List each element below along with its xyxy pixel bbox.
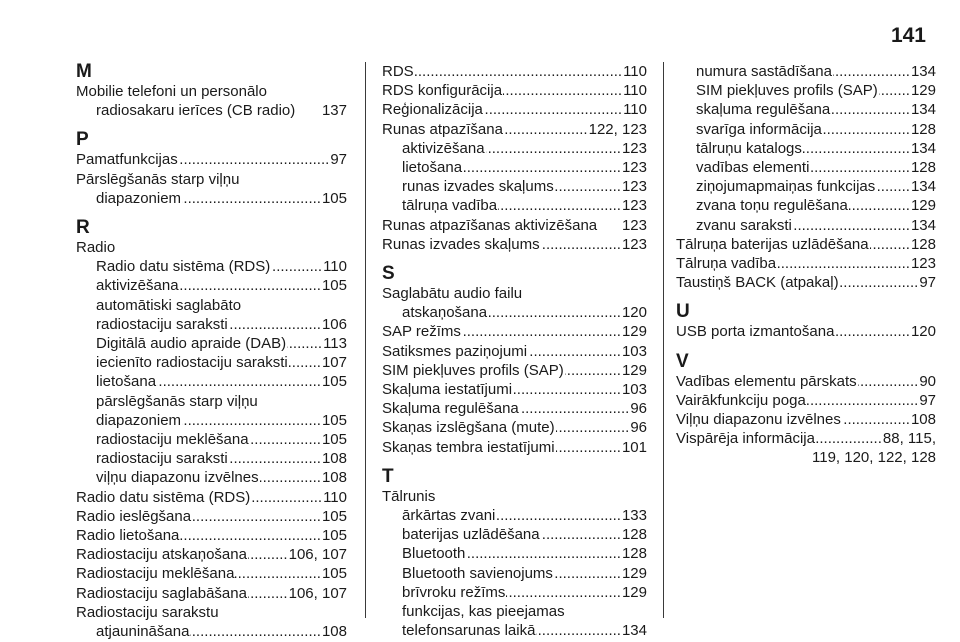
index-page-ref: 134 (910, 178, 936, 196)
index-entry (76, 257, 347, 276)
dot-leader (876, 177, 910, 196)
index-page-ref: 103 (621, 381, 647, 399)
index-term: Radiostaciju meklēšana (76, 565, 235, 583)
index-page-ref: 108 (321, 623, 347, 641)
index-page-ref: 137 (321, 102, 347, 120)
index-term: viļņu diapazonu izvēlnes (96, 469, 259, 487)
index-page-ref: 105 (321, 527, 347, 545)
index-entry (382, 177, 647, 196)
dot-leader (858, 372, 919, 391)
dot-leader (803, 139, 910, 158)
index-page-ref: 120 (910, 323, 936, 341)
dot-leader (506, 583, 621, 602)
index-entry (382, 544, 647, 563)
index-letter-heading: M (76, 61, 92, 82)
index-entry (76, 526, 347, 545)
dot-leader (513, 380, 621, 399)
index-entry (382, 564, 647, 583)
index-term: RDS konfigurācija (382, 82, 503, 100)
index-term: Tālruņa vadība (676, 255, 777, 273)
index-page-ref: 123 (621, 159, 647, 177)
dot-leader (486, 139, 621, 158)
index-entry (382, 235, 647, 254)
dot-leader (541, 235, 621, 254)
index-term: diapazoniem (96, 411, 182, 429)
index-page-ref: 134 (910, 63, 936, 80)
index-term: baterijas uzlādēšana (402, 526, 540, 544)
index-entry (76, 101, 347, 120)
index-letter-heading: P (76, 129, 89, 151)
index-term: Pamatfunkcijas (76, 151, 178, 169)
dot-leader (520, 399, 630, 418)
index-term-line: Saglabātu audio failu (382, 285, 523, 303)
index-letter-heading: U (676, 301, 690, 323)
index-entry (382, 361, 647, 380)
index-term: vadības elementi (696, 159, 810, 177)
index-page-ref: 134 (910, 139, 936, 157)
index-entry (676, 62, 936, 81)
index-entry (676, 235, 936, 254)
dot-leader (462, 322, 621, 341)
dot-leader (528, 342, 621, 361)
index-page-ref: 129 (910, 197, 936, 215)
index-term: Viļņu diapazonu izvēlnes (676, 411, 841, 429)
index-term: diapazoniem (96, 189, 182, 207)
index-term: iecienīto radiostaciju saraksti (96, 354, 288, 372)
dot-leader (250, 430, 321, 449)
index-entry (676, 216, 936, 235)
index-term: Runas atpazīšana (382, 120, 503, 138)
index-term: ārkārtas zvani (402, 507, 496, 525)
index-page-ref: 101 (621, 438, 647, 456)
index-page-ref: 97 (330, 151, 347, 169)
dot-leader (248, 545, 288, 564)
index-term-line: automātiski saglabāto (96, 296, 242, 314)
index-columns (76, 61, 936, 641)
index-term: Digitālā audio apraide (DAB) (96, 335, 287, 353)
index-term: skaļuma regulēšana (696, 101, 831, 119)
index-term: atjaunināšana (96, 623, 190, 641)
dot-leader (235, 564, 321, 583)
index-entry (76, 488, 347, 507)
index-entry (676, 254, 936, 273)
index-term: runas izvades skaļums (402, 178, 554, 196)
index-page-ref: 106, 107 (288, 584, 347, 602)
index-entry (382, 342, 647, 361)
index-page-ref: 129 (621, 361, 647, 379)
index-entry (382, 583, 647, 602)
index-page-ref: 110 (623, 63, 647, 80)
index-term: Satiksmes paziņojumi (382, 342, 528, 360)
index-entry (382, 100, 647, 119)
dot-leader (842, 410, 910, 429)
index-entry (76, 564, 347, 583)
index-term: tālruņa vadība (402, 197, 498, 215)
dot-leader (503, 81, 622, 100)
index-entry (676, 100, 936, 119)
dot-leader (498, 196, 621, 215)
index-term: aktivizēšana (402, 139, 485, 157)
dot-leader (190, 622, 321, 641)
dot-leader (793, 216, 910, 235)
index-page-ref: 123 (621, 197, 647, 215)
dot-leader (849, 196, 910, 215)
dot-leader (555, 177, 621, 196)
index-term: telefonsarunas laikā (402, 622, 536, 640)
dot-leader (251, 488, 322, 507)
index-page-ref: 129 (621, 564, 647, 582)
page-number: 141 (890, 24, 926, 47)
dot-leader (536, 621, 621, 640)
index-page-ref: 128 (910, 235, 936, 253)
index-page-ref: 96 (630, 400, 647, 418)
index-term: Skaļuma iestatījumi (382, 381, 513, 399)
dot-leader (182, 411, 321, 430)
index-letter-heading: V (676, 350, 689, 372)
index-page-ref: 105 (321, 411, 347, 429)
index-term: numura sastādīšana (696, 63, 832, 80)
index-term: Radio datu sistēma (RDS) (96, 258, 271, 276)
index-term: Vairākfunkciju poga (676, 391, 806, 409)
index-page-ref: 106 (321, 315, 347, 333)
index-entry (676, 391, 936, 410)
dot-leader (840, 273, 919, 292)
index-page-ref: 96 (630, 419, 647, 437)
dot-leader (565, 361, 621, 380)
dot-leader (484, 100, 622, 119)
index-entry (76, 150, 347, 169)
dot-leader (180, 526, 321, 545)
index-page-ref: 90 (919, 372, 936, 390)
index-entry (676, 81, 936, 100)
index-entry (76, 468, 347, 487)
index-page-ref: 123 (621, 178, 647, 196)
index-entry (382, 322, 647, 341)
index-page-ref: 128 (621, 545, 647, 563)
index-term: lietošana (402, 159, 463, 177)
index-term: Radiostaciju saglabāšana (76, 584, 247, 602)
index-entry (382, 303, 647, 322)
index-page-ref: 128 (910, 120, 936, 138)
index-page-ref: 105 (321, 277, 347, 295)
index-term: Vispārēja informācija (676, 430, 815, 448)
index-term: radiostaciju meklēšana (96, 431, 249, 449)
index-page-ref: 110 (623, 82, 647, 100)
index-term: SIM piekļuves profils (SAP) (382, 361, 564, 379)
dot-leader (287, 334, 322, 353)
index-term: Runas izvades skaļums (382, 235, 540, 253)
index-column-1 (76, 61, 366, 641)
index-term-line: funkcijas, kas pieejamas (402, 603, 565, 621)
index-page-ref: 123 (910, 255, 936, 273)
index-term: svarīga informācija (696, 120, 822, 138)
dot-leader (807, 391, 919, 410)
index-entry (76, 449, 347, 468)
dot-leader (554, 564, 621, 583)
index-entry (382, 139, 647, 158)
index-term: Taustiņš BACK (atpakaļ) (676, 274, 839, 292)
index-page-ref: 88, 115, (882, 430, 936, 448)
dot-leader (229, 449, 321, 468)
dot-leader (835, 322, 910, 341)
index-page-ref: 128 (621, 526, 647, 544)
index-page-continuation: 119, 120, 122, 128 (812, 449, 936, 467)
index-entry (76, 411, 347, 430)
index-page-ref: 108 (321, 450, 347, 468)
index-entry (76, 622, 347, 641)
index-term: radiostaciju saraksti (96, 450, 228, 468)
index-entry (382, 81, 647, 100)
index-page-ref: 120 (621, 304, 647, 322)
index-term: Tālruņa baterijas uzlādēšana (676, 235, 869, 253)
dot-leader (810, 158, 910, 177)
index-term: lietošana (96, 373, 157, 391)
index-entry (676, 322, 936, 341)
index-entry (676, 273, 936, 292)
dot-leader (488, 303, 621, 322)
index-entry (676, 372, 936, 391)
index-term: Skaņas tembra iestatījumi (382, 438, 555, 456)
index-entry (676, 410, 936, 429)
index-term: RDS (382, 63, 414, 80)
index-entry (676, 177, 936, 196)
dot-leader (415, 62, 622, 81)
index-entry (76, 189, 347, 208)
index-term: USB porta izmantošana (676, 323, 835, 341)
index-page-ref: 133 (621, 507, 647, 525)
dot-leader (816, 429, 882, 448)
dot-leader (879, 81, 910, 100)
dot-leader (556, 418, 630, 437)
index-term: Bluetooth savienojums (402, 564, 553, 582)
index-page-ref: 107 (321, 354, 347, 372)
index-entry (382, 216, 647, 235)
dot-leader (157, 372, 321, 391)
index-entry (382, 621, 647, 640)
index-term: SAP režīms (382, 323, 461, 341)
index-entry (676, 196, 936, 215)
index-term: Radio lietošana (76, 527, 180, 545)
index-letter-heading: S (382, 263, 395, 285)
index-page-ref: 122, 123 (588, 120, 647, 138)
index-page-ref: 105 (321, 507, 347, 525)
index-page-ref: 105 (321, 565, 347, 583)
index-page-ref: 134 (910, 216, 936, 234)
index-term: Radio datu sistēma (RDS) (76, 488, 251, 506)
index-page-ref: 113 (323, 335, 347, 353)
index-entry (382, 380, 647, 399)
index-entry (382, 525, 647, 544)
index-page-ref: 103 (621, 342, 647, 360)
index-column-3 (664, 62, 936, 618)
index-page-ref: 106, 107 (288, 546, 347, 564)
index-term-line: Radio (76, 239, 116, 257)
dot-leader (179, 150, 330, 169)
index-page-ref: 134 (621, 622, 647, 640)
dot-leader (466, 544, 621, 563)
index-term-line: Tālrunis (382, 487, 436, 505)
index-term: atskaņošana (402, 304, 488, 322)
dot-leader (541, 525, 621, 544)
index-term: aktivizēšana (96, 277, 179, 295)
index-page-ref: 129 (621, 323, 647, 341)
index-term: Skaļuma regulēšana (382, 400, 519, 418)
dot-leader (260, 468, 321, 487)
index-page-ref: 123 (621, 235, 647, 253)
index-term: Skaņas izslēgšana (mute) (382, 419, 555, 437)
index-term: brīvroku režīms (402, 583, 506, 601)
index-term-line: pārslēgšanās starp viļņu (96, 392, 258, 410)
index-term: zvana toņu regulēšana (696, 197, 848, 215)
index-entry (382, 418, 647, 437)
dot-leader (192, 507, 321, 526)
index-term: radiosakaru ierīces (CB radio) (96, 102, 296, 120)
index-term: Runas atpazīšanas aktivizēšana (382, 216, 598, 234)
dot-leader (777, 254, 910, 273)
index-entry (76, 430, 347, 449)
index-term-line: Pārslēgšanās starp viļņu (76, 170, 240, 188)
dot-leader (496, 506, 621, 525)
index-entry (76, 334, 347, 353)
index-page-ref: 108 (910, 411, 936, 429)
dot-leader (833, 62, 910, 81)
dot-leader (504, 120, 588, 139)
index-entry (382, 399, 647, 418)
index-page-ref: 123 (621, 139, 647, 157)
index-entry (676, 429, 936, 448)
index-page-ref: 108 (321, 469, 347, 487)
index-page-ref: 97 (919, 274, 936, 292)
index-term: radiostaciju saraksti (96, 315, 228, 333)
dot-leader (556, 438, 621, 457)
index-page-ref: 129 (910, 82, 936, 100)
index-page-ref: 128 (910, 159, 936, 177)
index-entry (76, 507, 347, 526)
dot-leader (289, 353, 321, 372)
index-entry (382, 196, 647, 215)
dot-leader (229, 315, 321, 334)
dot-leader (248, 584, 288, 603)
index-page-ref: 105 (321, 189, 347, 207)
index-entry (76, 545, 347, 564)
index-term: Vadības elementu pārskats (676, 372, 857, 390)
index-entry (382, 506, 647, 525)
index-term: ziņojumapmaiņas funkcijas (696, 178, 876, 196)
dot-leader (180, 276, 321, 295)
dot-leader (831, 100, 910, 119)
index-term: tālruņu katalogs (696, 139, 802, 157)
index-term: Bluetooth (402, 545, 466, 563)
index-page-ref: 97 (919, 391, 936, 409)
index-page-ref: 105 (321, 373, 347, 391)
index-entry (76, 353, 347, 372)
index-entry (676, 139, 936, 158)
index-term: Radio ieslēgšana (76, 507, 192, 525)
index-page-ref: 123 (621, 216, 647, 234)
index-term: Radiostaciju atskaņošana (76, 546, 247, 564)
dot-leader (182, 189, 321, 208)
index-column-2 (366, 62, 664, 640)
dot-leader (870, 235, 910, 254)
index-entry (382, 120, 647, 139)
index-page-ref: 110 (323, 488, 347, 506)
index-term: SIM piekļuves profils (SAP) (696, 82, 878, 100)
index-entry (76, 315, 347, 334)
index-entry (382, 438, 647, 457)
index-term: zvanu saraksti (696, 216, 792, 234)
index-entry (676, 120, 936, 139)
dot-leader (271, 257, 322, 276)
index-entry (76, 276, 347, 295)
index-term-line: Radiostaciju sarakstu (76, 603, 219, 621)
index-entry (76, 584, 347, 603)
index-letter-heading: R (76, 217, 90, 239)
index-page-ref: 129 (621, 583, 647, 601)
index-entry (676, 158, 936, 177)
dot-leader (823, 120, 910, 139)
index-term-line: Mobilie telefoni un personālo (76, 83, 267, 100)
index-page-ref: 105 (321, 431, 347, 449)
index-term: Reģionalizācija (382, 101, 483, 119)
index-entry (382, 158, 647, 177)
index-page-ref: 110 (623, 101, 647, 119)
index-entry (382, 62, 647, 81)
index-page-ref: 110 (323, 258, 347, 276)
index-entry (76, 372, 347, 391)
dot-leader (463, 158, 621, 177)
index-letter-heading: T (382, 465, 394, 487)
index-page-ref: 134 (910, 101, 936, 119)
